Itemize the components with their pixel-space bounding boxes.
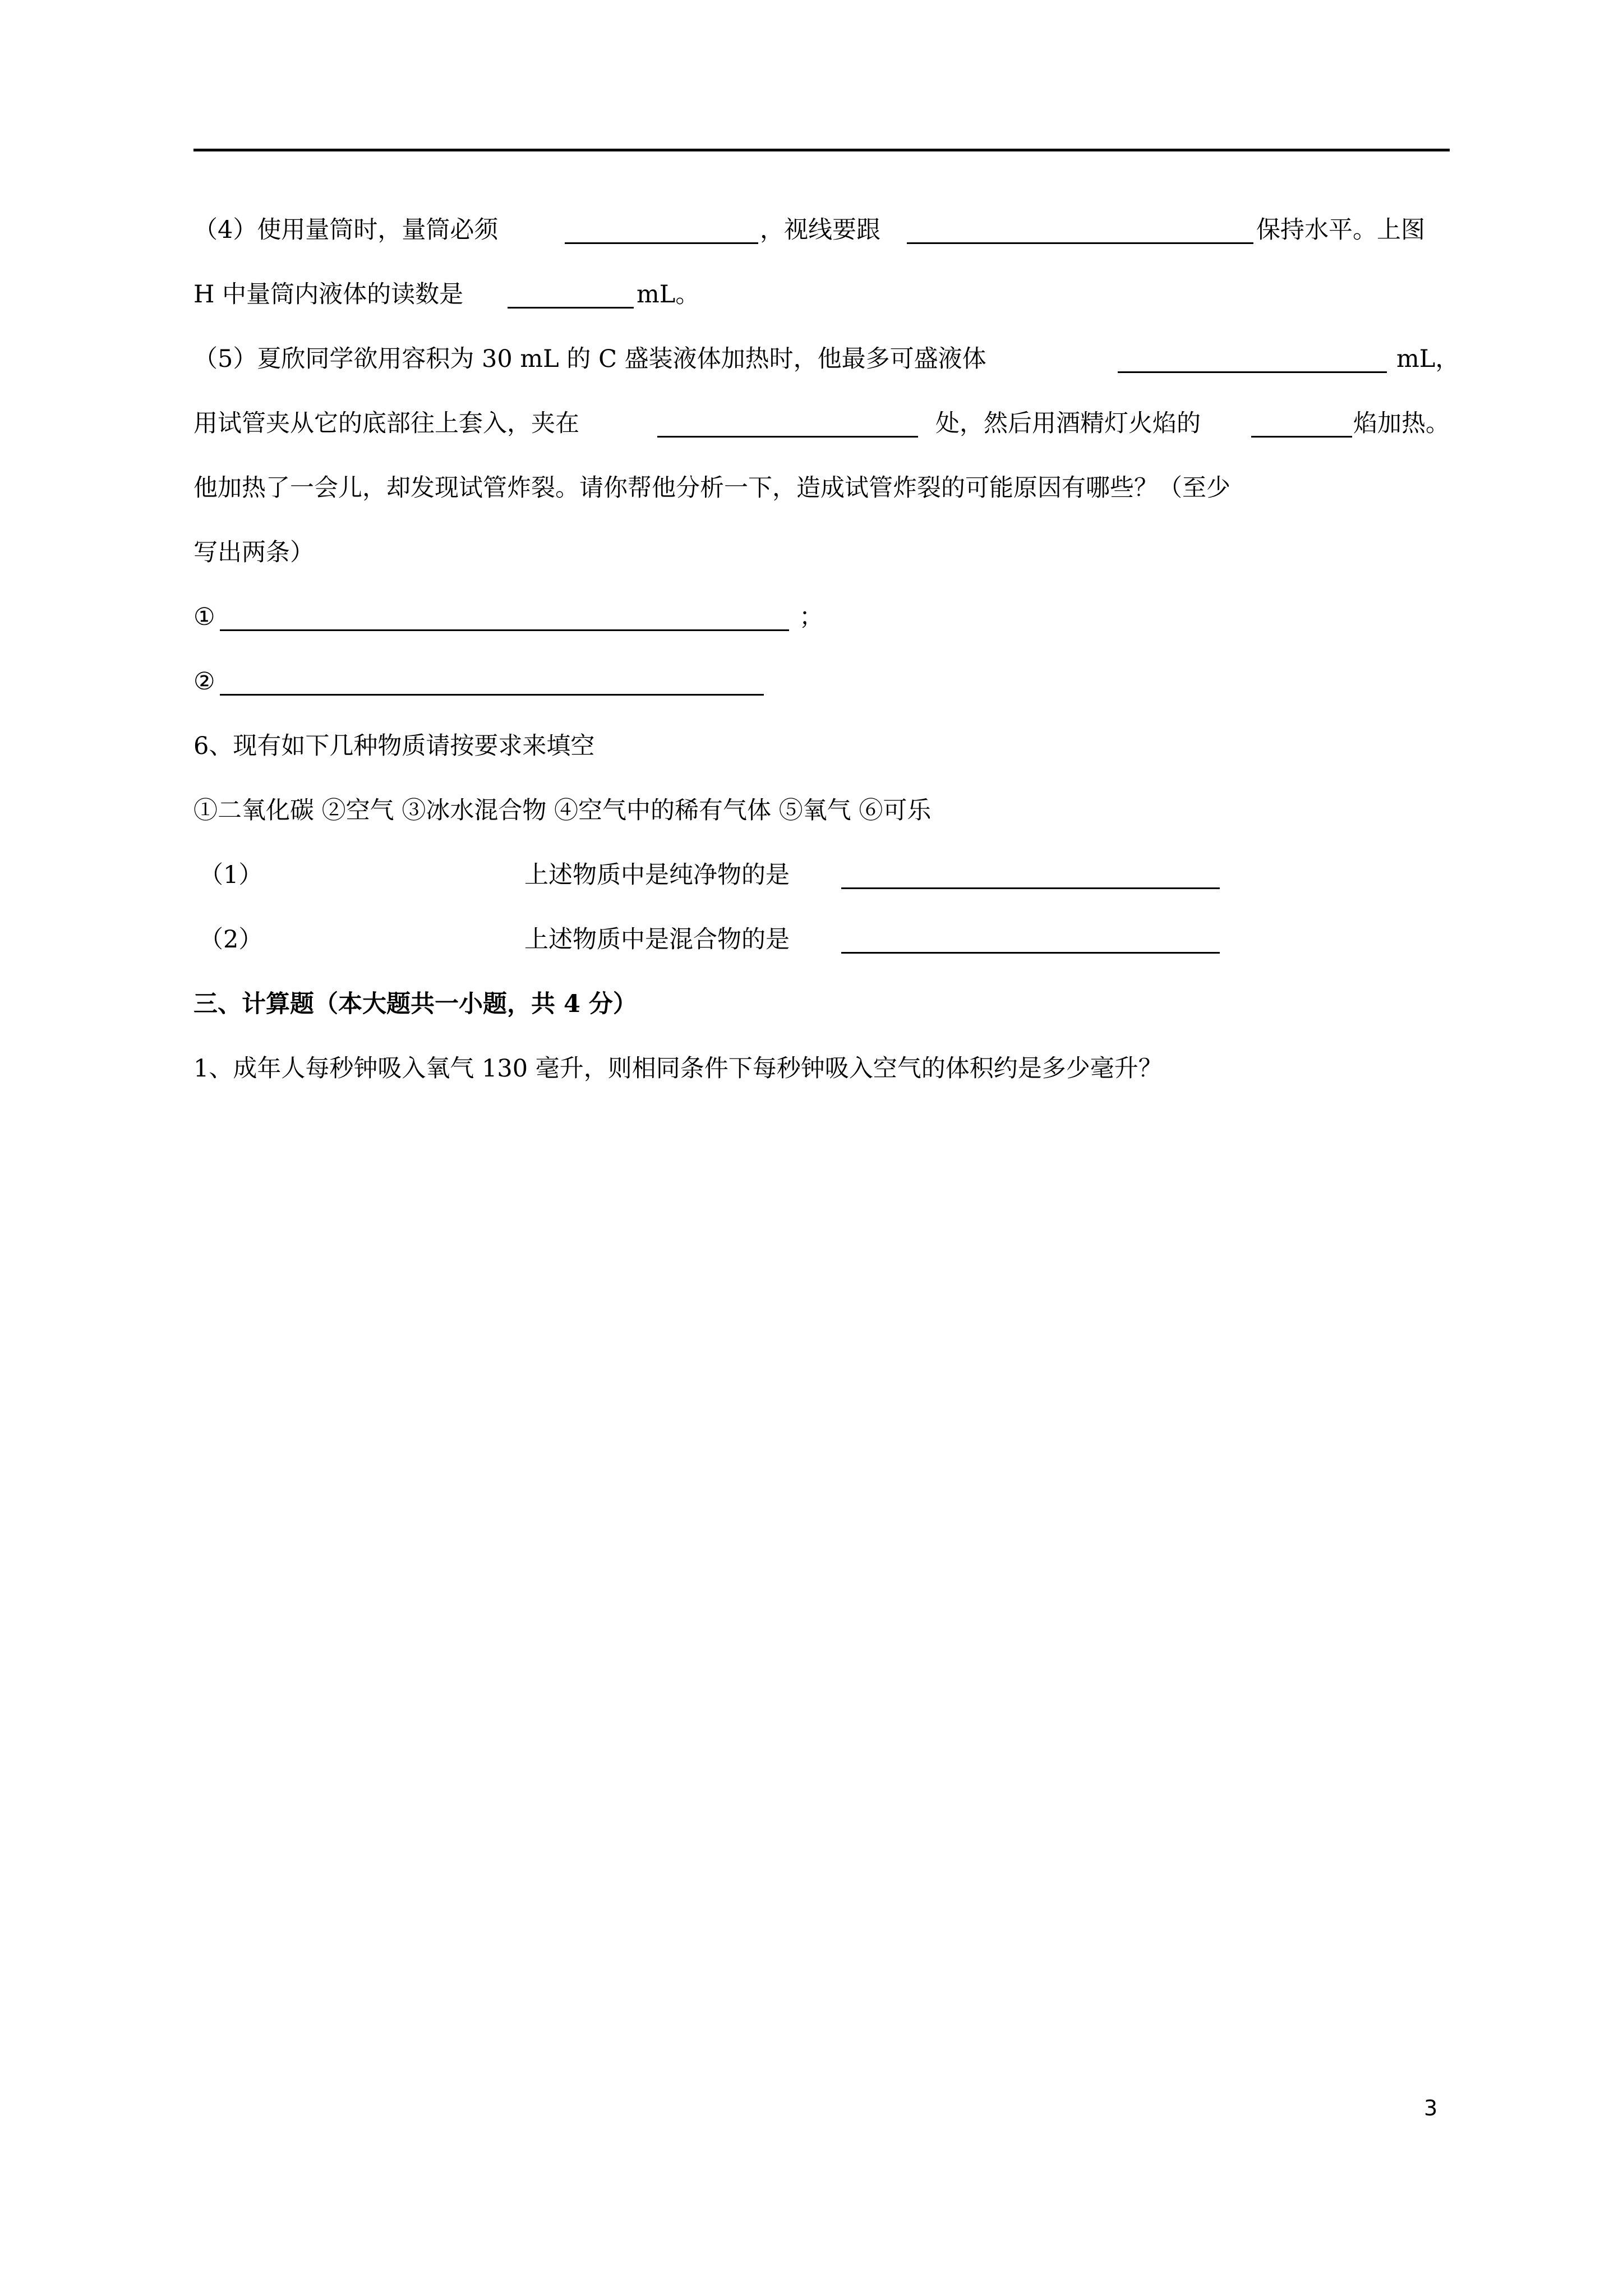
q6-sub1-text: 上述物质中是纯净物的是 [524,861,790,889]
section3-question-1: 1、成年人每秒钟吸入氧气 130 毫升，则相同条件下每秒钟吸入空气的体积约是多少毫升？ [193,1055,1163,1083]
q6-sub1-number: （1） [199,861,263,889]
q4-text-b: ，视线要跟 [760,216,880,244]
q5-answer-1-prefix: ① [193,603,215,631]
q5-text-f: 他加热了一会儿，却发现试管炸裂。请你帮他分析一下，造成试管炸裂的可能原因有哪些？（至少 [193,474,1230,502]
q5-answer-1-blank[interactable] [220,629,789,631]
q5-text-c: 用试管夹从它的底部往上套入，夹在 [193,409,579,438]
q6-sub1-blank[interactable] [841,887,1220,889]
q5-text-b: mL， [1396,345,1460,373]
q5-text-g: 写出两条） [193,539,314,567]
q6-sub2-blank[interactable] [841,952,1220,954]
q5-blank-3[interactable] [1251,436,1352,438]
header-rule [193,149,1450,151]
page-number: 3 [1424,2096,1438,2120]
q6-items: ①二氧化碳 ②空气 ③冰水混合物 ④空气中的稀有气体 ⑤氧气 ⑥可乐 [193,797,932,825]
q4-text-c: 保持水平。上图 [1256,216,1425,244]
q4-text-d: H 中量筒内液体的读数是 [193,280,464,309]
q6-title: 6、现有如下几种物质请按要求来填空 [193,732,595,760]
q5-answer-1-suffix: ； [799,603,823,631]
q4-text-e: mL。 [637,280,700,309]
q5-blank-2[interactable] [657,436,918,438]
q5-answer-2-prefix: ② [193,668,215,696]
section3-heading: 三、计算题（本大题共一小题，共 4 分） [193,990,637,1018]
q4-blank-2[interactable] [907,242,1253,244]
q5-text-d: 处，然后用酒精灯火焰的 [935,409,1201,438]
q5-text-e: 焰加热。 [1353,409,1450,438]
q5-answer-2-blank[interactable] [220,694,764,696]
q4-blank-3[interactable] [508,307,634,309]
q5-text-a: （5）夏欣同学欲用容积为 30 mL 的 C 盛装液体加热时，他最多可盛液体 [193,345,986,373]
q4-text-a: （4）使用量筒时，量筒必须 [193,216,499,244]
q5-blank-1[interactable] [1118,371,1387,373]
q6-sub2-text: 上述物质中是混合物的是 [524,926,790,954]
q6-sub2-number: （2） [199,926,263,954]
q4-blank-1[interactable] [565,242,758,244]
